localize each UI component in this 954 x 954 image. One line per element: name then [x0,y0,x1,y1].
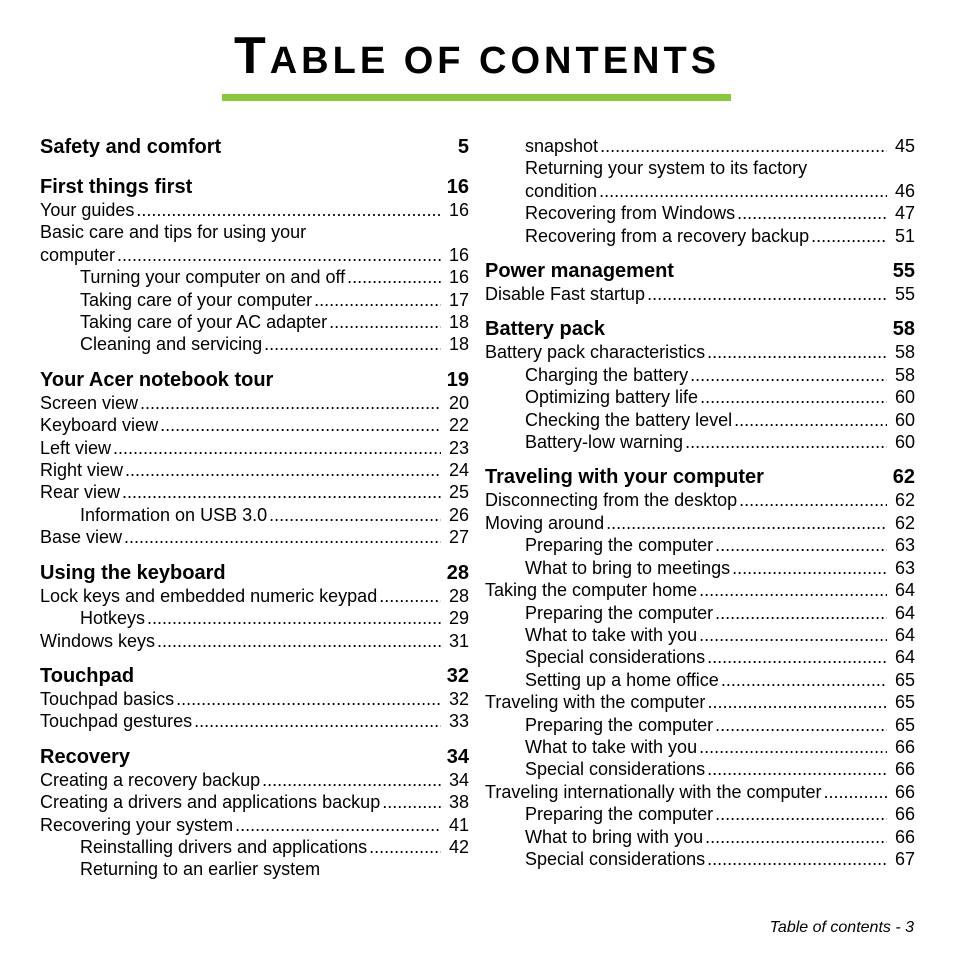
section-page: 34 [446,745,469,768]
toc-entry[interactable] [485,202,915,224]
entry-label: Returning to an earlier system [80,859,321,880]
toc-entry[interactable] [485,736,915,758]
entry-label: Checking the battery level [525,409,733,430]
toc-column-left [40,135,469,881]
leader-dots [699,624,887,646]
entry-label: Creating a drivers and applications backup [40,792,381,813]
toc-entry[interactable] [485,534,915,556]
leader-dots [140,392,441,414]
entry-page: 46 [894,180,915,201]
toc-entry[interactable] [40,311,469,333]
toc-entry[interactable] [485,135,915,157]
toc-entry[interactable] [485,826,915,848]
page-footer: Table of contents - 3 [769,919,914,936]
toc-entry[interactable] [485,848,915,870]
entry-label: Your guides [40,200,135,220]
entry-label: Disable Fast startup [485,284,646,305]
leader-dots [262,769,441,791]
entry-page: 58 [894,364,915,385]
toc-entry[interactable] [40,585,469,607]
leader-dots [329,311,441,333]
entry-label: What to take with you [525,736,698,757]
toc-section-heading[interactable] [40,745,469,769]
entry-page: 60 [894,409,915,430]
toc-entry[interactable] [40,769,469,791]
entry-label: Touchpad basics [40,688,175,709]
entry-label: Charging the battery [525,364,689,385]
toc-entry[interactable] [40,289,469,311]
section-title: Power management [485,260,674,283]
entry-page: 18 [448,312,469,333]
section-page: 62 [892,466,915,489]
entry-label: Right view [40,460,124,481]
toc-section-heading[interactable] [40,175,469,199]
entry-label: Screen view [40,392,139,413]
entry-label: Preparing the computer [525,535,714,556]
toc-entry[interactable] [40,814,469,836]
entry-page: 62 [894,490,915,511]
entry-page: 38 [448,792,469,813]
entry-label: Base view [40,527,123,548]
toc-section-heading[interactable] [40,664,469,688]
leader-dots [707,341,887,363]
entry-label: Information on USB 3.0 [80,504,268,525]
entry-label: Preparing the computer [525,714,714,735]
section-page: 28 [446,561,469,584]
toc-entry[interactable] [40,392,469,414]
leader-dots [379,585,441,607]
entry-page: 16 [448,244,469,265]
toc-section-heading[interactable] [40,368,469,392]
entry-label: Recovering your system [40,814,234,835]
toc-entry[interactable] [485,691,915,713]
entry-page: 66 [894,736,915,757]
entry-page: 26 [448,504,469,525]
toc-entry[interactable] [40,266,469,288]
section-page: 55 [892,260,915,283]
page-title-initial: T [233,27,270,85]
entry-label: Setting up a home office [525,669,719,690]
entry-label: Special considerations [525,647,706,668]
leader-dots [824,781,888,803]
toc-entry[interactable] [485,409,915,431]
toc-entry[interactable] [40,710,469,732]
leader-dots [147,607,441,629]
entry-label: Battery pack characteristics [485,342,706,363]
entry-label: Cleaning and servicing [80,334,263,355]
toc-section-heading[interactable] [485,259,915,283]
entry-page: 16 [448,200,469,220]
entry-label: Traveling internationally with the computer [485,781,822,802]
entry-page: 63 [894,535,915,556]
toc-entry[interactable] [40,459,469,481]
entry-page: 65 [894,714,915,735]
entry-label: computer [40,244,116,265]
leader-dots [700,386,887,408]
leader-dots [382,791,441,813]
leader-dots [737,202,887,224]
toc-entry[interactable] [40,437,469,459]
leader-dots [707,691,887,713]
entry-label: Battery-low warning [525,432,684,453]
toc-entry[interactable] [40,414,469,436]
entry-page: 64 [894,647,915,668]
toc-entry[interactable] [40,526,469,548]
entry-page: 64 [894,580,915,601]
entry-page: 42 [448,836,469,857]
toc-entry[interactable] [40,504,469,526]
entry-label: What to take with you [525,624,698,645]
entry-page: 66 [894,826,915,847]
entry-label: Returning your system to its factory [525,158,808,179]
entry-label: Optimizing battery life [525,387,699,408]
leader-dots [125,459,441,481]
leader-dots [176,688,441,710]
entry-label: Keyboard view [40,415,159,436]
toc-section-heading[interactable] [485,317,915,341]
entry-page: 60 [894,387,915,408]
entry-label: Left view [40,437,112,458]
page-title-rest: ABLE OF CONTENTS [269,40,721,82]
entry-label: condition [525,180,598,201]
toc-entry[interactable] [485,803,915,825]
toc-section-heading[interactable] [40,561,469,585]
entry-page: 29 [448,608,469,629]
toc-entry[interactable] [40,199,469,221]
entry-label: Taking care of your AC adapter [80,312,328,333]
section-title: Using the keyboard [40,561,226,584]
section-title: Touchpad [40,664,135,687]
leader-dots [599,180,887,202]
section-title: First things first [40,176,193,198]
entry-label: Recovering from Windows [525,203,736,224]
toc-entry[interactable] [485,714,915,736]
entry-label: Traveling with the computer [485,692,706,713]
leader-dots [606,512,887,534]
section-title: Traveling with your computer [485,466,764,489]
entry-label: Basic care and tips for using your [40,222,307,243]
entry-page: 41 [448,814,469,835]
leader-dots [732,557,887,579]
leader-dots [721,669,887,691]
entry-label: Turning your computer on and off [80,267,346,288]
entry-page: 31 [448,630,469,651]
entry-page: 17 [448,289,469,310]
leader-dots [715,714,887,736]
leader-dots [347,266,441,288]
leader-dots [122,481,441,503]
entry-page: 16 [448,267,469,288]
entry-page: 64 [894,624,915,645]
toc-section-heading[interactable] [40,135,469,159]
toc-entry[interactable] [485,341,915,363]
leader-dots [699,736,887,758]
leader-dots [157,630,441,652]
entry-label: Taking the computer home [485,580,698,601]
section-page: 58 [892,318,915,341]
leader-dots [124,526,441,548]
entry-label: What to bring to meetings [525,557,731,578]
leader-dots [235,814,441,836]
toc-entry[interactable] [485,180,915,202]
toc-entry[interactable] [485,512,915,534]
leader-dots [117,244,441,266]
section-title: Battery pack [485,318,606,341]
entry-label: Lock keys and embedded numeric keypad [40,585,378,606]
entry-page: 65 [894,692,915,713]
entry-page: 64 [894,602,915,623]
entry-label: snapshot [525,136,599,156]
entry-page: 63 [894,557,915,578]
toc-entry[interactable] [485,557,915,579]
leader-dots [600,135,887,157]
page-title [0,27,954,85]
toc-entry[interactable] [485,386,915,408]
entry-label: Taking care of your computer [80,289,313,310]
entry-page: 27 [448,527,469,548]
toc-entry[interactable] [40,481,469,503]
entry-page: 20 [448,392,469,413]
section-title: Safety and comfort [40,136,222,158]
toc-entry[interactable] [40,836,469,858]
leader-dots [715,602,887,624]
toc-entry[interactable] [485,646,915,668]
leader-dots [113,437,441,459]
entry-label: Reinstalling drivers and applications [80,836,368,857]
title-underline [222,94,731,101]
toc-entry[interactable] [40,791,469,813]
toc-entry[interactable] [40,244,469,266]
entry-label: Hotkeys [80,608,146,629]
section-page: 32 [446,664,469,687]
leader-dots [734,409,887,431]
toc-entry[interactable] [40,607,469,629]
toc-entry[interactable] [40,688,469,710]
toc-section-heading[interactable] [485,465,915,489]
entry-page: 22 [448,415,469,436]
leader-dots [194,710,441,732]
section-title: Your Acer notebook tour [40,368,274,391]
entry-page: 55 [894,284,915,305]
leader-dots [739,489,887,511]
entry-label: Rear view [40,482,121,503]
leader-dots [314,289,441,311]
toc-entry[interactable] [40,858,469,880]
entry-page: 51 [894,225,915,246]
entry-page: 62 [894,512,915,533]
toc-column-right [485,135,915,870]
entry-page: 32 [448,688,469,709]
toc-entry[interactable] [485,624,915,646]
entry-page: 66 [894,759,915,780]
toc-entry[interactable] [485,364,915,386]
entry-label: Special considerations [525,848,706,869]
entry-page: 65 [894,669,915,690]
leader-dots [690,364,887,386]
entry-label: Touchpad gestures [40,711,193,732]
entry-page: 66 [894,781,915,802]
entry-label: Moving around [485,512,605,533]
toc-entry[interactable] [485,781,915,803]
toc-entry[interactable] [485,758,915,780]
toc-entry[interactable] [40,221,469,243]
leader-dots [705,826,887,848]
toc-entry[interactable] [485,225,915,247]
entry-page: 45 [894,136,915,156]
entry-page: 47 [894,203,915,224]
toc-entry[interactable] [485,602,915,624]
entry-page: 33 [448,711,469,732]
leader-dots [707,848,887,870]
entry-label: What to bring with you [525,826,704,847]
entry-page: 34 [448,769,469,790]
leader-dots [715,534,887,556]
toc-entry[interactable] [40,630,469,652]
leader-dots [369,836,441,858]
leader-dots [707,646,887,668]
toc-entry[interactable] [40,333,469,355]
section-page: 19 [446,368,469,391]
entry-page: 24 [448,460,469,481]
section-title: Recovery [40,745,131,768]
section-page: 5 [457,136,469,158]
leader-dots [160,414,441,436]
entry-page: 60 [894,432,915,453]
entry-page: 18 [448,334,469,355]
toc-entry[interactable] [485,157,915,179]
toc-entry[interactable] [485,579,915,601]
entry-label: Recovering from a recovery backup [525,225,810,246]
section-page: 16 [446,176,469,198]
entry-page: 58 [894,342,915,363]
entry-page: 66 [894,804,915,825]
leader-dots [699,579,887,601]
entry-page: 25 [448,482,469,503]
entry-page: 23 [448,437,469,458]
leader-dots [136,199,441,221]
entry-page: 28 [448,585,469,606]
leader-dots [685,431,887,453]
leader-dots [707,758,887,780]
leader-dots [811,225,887,247]
leader-dots [269,504,441,526]
entry-label: Special considerations [525,759,706,780]
entry-label: Windows keys [40,630,156,651]
leader-dots [647,283,887,305]
toc-entry[interactable] [485,431,915,453]
toc-entry[interactable] [485,283,915,305]
leader-dots [715,803,887,825]
leader-dots [264,333,441,355]
entry-label: Preparing the computer [525,804,714,825]
entry-label: Creating a recovery backup [40,769,261,790]
entry-label: Preparing the computer [525,602,714,623]
entry-page: 67 [894,848,915,869]
entry-label: Disconnecting from the desktop [485,490,738,511]
toc-entry[interactable] [485,489,915,511]
toc-entry[interactable] [485,669,915,691]
